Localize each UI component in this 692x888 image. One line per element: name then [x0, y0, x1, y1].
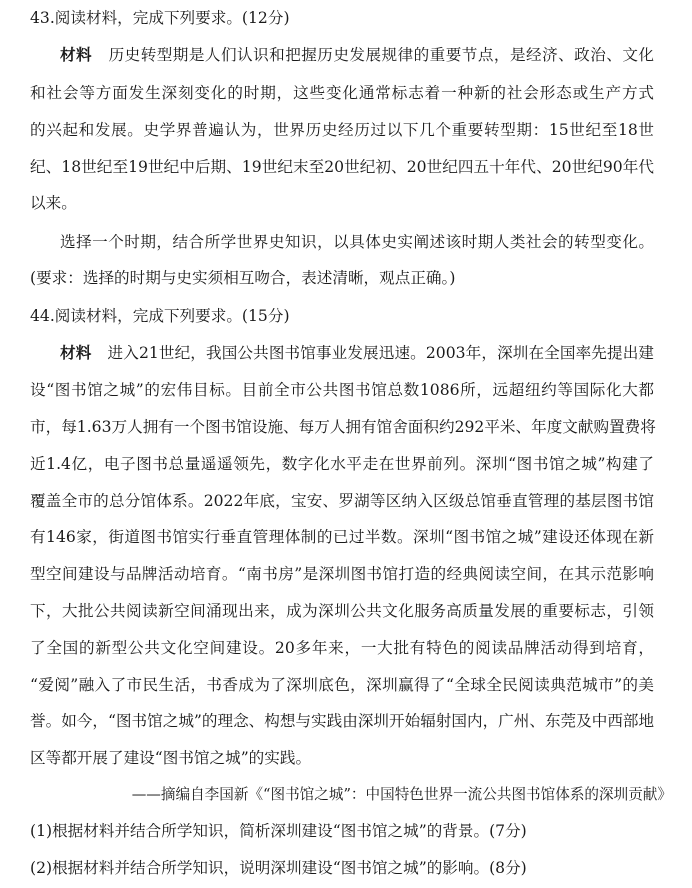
- q44-material-line-11: 誉。如今，“图书馆之城”的理念、构想与实践由深圳开始辐射国内，广州、东莞及中西部地: [30, 712, 655, 730]
- q43-requirements: (要求：选择的时期与史实须相互吻合，表述清晰，观点正确。): [30, 269, 456, 287]
- q43-material-line-5: 以来。: [30, 194, 77, 212]
- q43-material-line-4: 纪、18世纪至19世纪中后期、19世纪末至20世纪初、20世纪四五十年代、20世纪90年代: [30, 158, 654, 176]
- q44-material-line-9: 了全国的新型公共文化空间建设。20多年来，一大批有特色的阅读品牌活动得到培育，: [30, 639, 654, 657]
- q43-material-label: 材料: [60, 45, 93, 64]
- q44-material-line-10: “爱阅”融入了市民生活，书香成为了深圳底色，深圳赢得了“全球全民阅读典范城市”的美: [30, 676, 654, 694]
- q44-material-line-5: 覆盖全市的总分馆体系。2022年底，宝安、罗湖等区纳入区级总馆垂直管理的基层图书馆: [30, 492, 654, 510]
- q44-material-line-2: 设“图书馆之城”的宏伟目标。目前全市公共图书馆总数1086所，远超纽约等国际化大都: [30, 381, 654, 399]
- q43-material-line-3: 的兴起和发展。史学界普遍认为，世界历史经历过以下几个重要转型期：15世纪至18世: [30, 121, 654, 139]
- q44-material-line-3: 市，每1.63万人拥有一个图书馆设施、每万人拥有馆舍面积约292平米、年度文献购置费将: [30, 418, 656, 436]
- q44-source-citation: ——摘编自李国新《“图书馆之城”：中国特色世界一流公共图书馆体系的深圳贡献》: [131, 786, 672, 803]
- q43-header: 43.阅读材料，完成下列要求。(12分): [30, 9, 290, 27]
- q44-material-line-1: [60, 343, 654, 363]
- q44-material-text-1: 进入21世纪，我国公共图书馆事业发展迅速。2003年，深圳在全国率先提出建: [107, 344, 654, 362]
- q43-material-line-2: 和社会等方面发生深刻变化的时期，这些变化通常标志着一种新的社会形态或生产方式: [30, 84, 654, 102]
- q44-subquestion-1: (1)根据材料并结合所学知识，简析深圳建设“图书馆之城”的背景。(7分): [30, 822, 527, 840]
- q44-material-line-6: 有146家，街道图书馆实行垂直管理体制的已过半数。深圳“图书馆之城”建设还体现在新: [30, 528, 654, 546]
- q43-material-line-1: [60, 45, 654, 65]
- q44-material-line-8: 下，大批公共阅读新空间涌现出来，成为深圳公共文化服务高质量发展的重要标志，引领: [30, 602, 654, 620]
- q44-material-line-7: 型空间建设与品牌活动培育。“南书房”是深圳图书馆打造的经典阅读空间，在其示范影响: [30, 565, 654, 583]
- q44-material-label: 材料: [60, 343, 92, 362]
- q44-material-line-12: 区等都开展了建设“图书馆之城”的实践。: [30, 749, 312, 767]
- q43-task: 选择一个时期，结合所学世界史知识，以具体史实阐述该时期人类社会的转型变化。: [60, 233, 654, 251]
- q44-header: 44.阅读材料，完成下列要求。(15分): [30, 307, 290, 325]
- q43-material-text-1: 历史转型期是人们认识和把握历史发展规律的重要节点，是经济、政治、文化: [108, 46, 654, 64]
- q44-material-line-4: 近1.4亿，电子图书总量遥遥领先，数字化水平走在世界前列。深圳“图书馆之城”构建了: [30, 455, 654, 473]
- q44-subquestion-2: (2)根据材料并结合所学知识，说明深圳建设“图书馆之城”的影响。(8分): [30, 859, 527, 877]
